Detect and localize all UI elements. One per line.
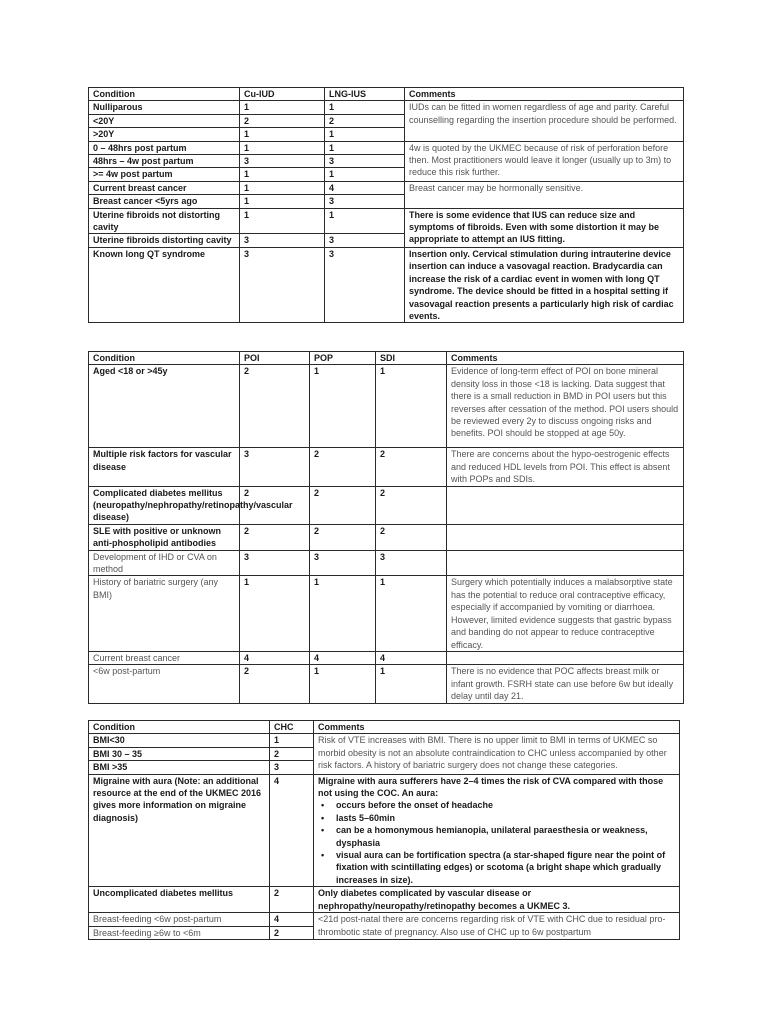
header-comments: Comments [314, 721, 680, 734]
comment-cell: <21d post-natal there are concerns regarding risk of VTE with CHC due to residual pro-thrombotic state of pregnancy. Also use of CHC up to 6w postpartum [314, 913, 680, 940]
score-cell: 4 [325, 181, 405, 194]
score-cell: 3 [325, 155, 405, 168]
list-item: • lasts 5–60min [336, 812, 675, 824]
table-row [89, 651, 684, 664]
score-cell: 1 [376, 365, 447, 448]
score-cell: 1 [240, 195, 325, 208]
progestogen-table [88, 351, 684, 704]
iud-table [88, 87, 684, 323]
table-row [89, 913, 680, 926]
condition-cell: BMI >35 [89, 761, 270, 774]
score-cell: 1 [376, 576, 447, 651]
table-row [89, 208, 684, 234]
table-header-row [89, 352, 684, 365]
score-cell: 1 [325, 101, 405, 114]
score-cell: 3 [376, 550, 447, 576]
condition-cell: Current breast cancer [89, 181, 240, 194]
score-cell: 3 [325, 234, 405, 247]
score-cell: 2 [240, 665, 310, 703]
score-cell: 3 [240, 448, 310, 486]
header-condition: Condition [89, 352, 240, 365]
condition-cell: BMI<30 [89, 734, 270, 747]
list-item: • visual aura can be fortification spectra (a star-shaped figure near the point of fixation with scintillating edges) or scotoma (a bright shape which gradually increases in size). [336, 849, 675, 886]
migraine-comment-intro: Migraine with aura sufferers have 2–4 times the risk of CVA compared with those not using the COC. An aura: [318, 775, 664, 799]
condition-cell: 48hrs – 4w post partum [89, 155, 240, 168]
score-cell: 1 [310, 576, 376, 651]
comment-cell: Breast cancer may be hormonally sensitive. [405, 181, 684, 208]
score-cell: 1 [240, 101, 325, 114]
comment-cell: Only diabetes complicated by vascular disease or nephropathy/neuropathy/retinopathy becomes a UKMEC 3. [314, 887, 680, 913]
list-item: • occurs before the onset of headache [336, 799, 675, 811]
score-cell: 1 [325, 208, 405, 234]
score-cell: 3 [310, 550, 376, 576]
score-cell: 3 [325, 195, 405, 208]
score-cell: 4 [376, 651, 447, 664]
header-comments: Comments [405, 88, 684, 101]
condition-cell: Uterine fibroids distorting cavity [89, 234, 240, 247]
comment-cell: Risk of VTE increases with BMI. There is no upper limit to BMI in terms of UKMEC so morbid obesity is not an absolute contraindication to CHC unless accompanied by other risk factors. A history of bariatric surgery does not change these categories. [314, 734, 680, 774]
score-cell: 4 [310, 651, 376, 664]
score-cell: 2 [240, 524, 310, 550]
table-row [89, 774, 680, 887]
table-row [89, 365, 684, 448]
score-cell: 2 [310, 448, 376, 486]
score-cell: 2 [240, 486, 310, 524]
aura-list [318, 799, 675, 886]
table-header-row [89, 88, 684, 101]
header-cu-iud: Cu-IUD [240, 88, 325, 101]
condition-cell: History of bariatric surgery (any BMI) [89, 576, 240, 651]
condition-cell: 0 – 48hrs post partum [89, 141, 240, 154]
score-cell: 1 [310, 665, 376, 703]
comment-cell: There is some evidence that IUS can reduce size and symptoms of fibroids. Even with some distortion it may be appropriate to attempt an IUS fitting. [405, 208, 684, 247]
comment-cell: Surgery which potentially induces a malabsorptive state has the potential to reduce oral contraceptive efficacy, especially if accompanied by vomiting or diarrhoea. However, limited evidence suggests that gastric bypass and banding do not appear to reduce contraceptive efficacy. [447, 576, 684, 651]
score-cell: 1 [240, 208, 325, 234]
score-cell: 1 [376, 665, 447, 703]
score-cell: 3 [325, 247, 405, 322]
comment-cell [447, 651, 684, 664]
table-row [89, 550, 684, 576]
table-row [89, 247, 684, 322]
table-header-row [89, 721, 680, 734]
score-cell: 2 [310, 524, 376, 550]
condition-cell: Aged <18 or >45y [89, 365, 240, 448]
score-cell: 1 [325, 128, 405, 141]
header-pop: POP [310, 352, 376, 365]
score-cell: 2 [270, 887, 314, 913]
score-cell: 1 [310, 365, 376, 448]
condition-cell: Known long QT syndrome [89, 247, 240, 322]
score-cell: 1 [240, 128, 325, 141]
condition-cell: Current breast cancer [89, 651, 240, 664]
condition-cell: Breast-feeding ≥6w to <6m [89, 926, 270, 939]
comment-cell [447, 550, 684, 576]
table-row [89, 181, 684, 194]
comment-cell: There are concerns about the hypo-oestrogenic effects and reduced HDL levels from POI. This effect is absent with POPs and SDIs. [447, 448, 684, 486]
comment-cell: IUDs can be fitted in women regardless of age and parity. Careful counselling regarding the insertion procedure should be performed. [405, 101, 684, 141]
table-row [89, 887, 680, 913]
score-cell: 2 [310, 486, 376, 524]
score-cell: 2 [240, 114, 325, 127]
chc-table [88, 720, 680, 940]
table-row [89, 665, 684, 703]
score-cell: 2 [376, 486, 447, 524]
condition-cell: Uterine fibroids not distorting cavity [89, 208, 240, 234]
comment-cell: Insertion only. Cervical stimulation during intrauterine device insertion can induce a vasovagal reaction. Bradycardia can increase the risk of a cardiac event in women with long QT syndrome. The device should be fitted in a hospital setting if vasovagal reaction presents a particularly high risk of cardiac events. [405, 247, 684, 322]
score-cell: 1 [325, 141, 405, 154]
score-cell: 2 [376, 448, 447, 486]
score-cell: 2 [240, 365, 310, 448]
table-row [89, 486, 684, 524]
comment-cell [314, 774, 680, 887]
comment-cell: 4w is quoted by the UKMEC because of risk of perforation before then. Most practitioners would leave it longer (usually up to 3m) to reduce this risk further. [405, 141, 684, 181]
table-row [89, 734, 680, 747]
comment-cell: There is no evidence that POC affects breast milk or infant growth. FSRH state can use before 6w but ideally delay until day 21. [447, 665, 684, 703]
score-cell: 1 [240, 141, 325, 154]
header-poi: POI [240, 352, 310, 365]
score-cell: 1 [240, 576, 310, 651]
condition-cell: Nulliparous [89, 101, 240, 114]
header-comments: Comments [447, 352, 684, 365]
score-cell: 4 [240, 651, 310, 664]
score-cell: 3 [270, 761, 314, 774]
header-chc: CHC [270, 721, 314, 734]
table-row [89, 448, 684, 486]
table-row [89, 101, 684, 114]
condition-cell: Breast-feeding <6w post-partum [89, 913, 270, 926]
condition-cell: >= 4w post partum [89, 168, 240, 181]
comment-cell [447, 524, 684, 550]
condition-cell: Multiple risk factors for vascular disease [89, 448, 240, 486]
comment-cell [447, 486, 684, 524]
score-cell: 3 [240, 247, 325, 322]
header-lng-ius: LNG-IUS [325, 88, 405, 101]
condition-cell: <20Y [89, 114, 240, 127]
score-cell: 4 [270, 913, 314, 926]
score-cell: 1 [270, 734, 314, 747]
condition-cell: Development of IHD or CVA on method [89, 550, 240, 576]
condition-cell: >20Y [89, 128, 240, 141]
score-cell: 3 [240, 550, 310, 576]
comment-cell: Evidence of long-term effect of POI on bone mineral density loss in those <18 is lacking. Data suggest that there is a small reduction in BMD in POI users but this reverses after cessation of the method. POI users should be reviewed every 2y to discuss ongoing risks and benefits. POI should be stopped at age 50y. [447, 365, 684, 448]
list-item: • can be a homonymous hemianopia, unilateral paraesthesia or weakness, dysphasia [336, 824, 675, 849]
score-cell: 4 [270, 774, 314, 887]
score-cell: 2 [270, 926, 314, 939]
condition-cell: <6w post-partum [89, 665, 240, 703]
condition-cell: SLE with positive or unknown anti-phospholipid antibodies [89, 524, 240, 550]
score-cell: 2 [270, 747, 314, 760]
score-cell: 1 [240, 168, 325, 181]
condition-cell: Uncomplicated diabetes mellitus [89, 887, 270, 913]
condition-cell: Complicated diabetes mellitus (neuropathy/nephropathy/retinopathy/vascular disease) [89, 486, 240, 524]
header-sdi: SDI [376, 352, 447, 365]
table-row [89, 141, 684, 154]
score-cell: 1 [240, 181, 325, 194]
score-cell: 3 [240, 155, 325, 168]
header-condition: Condition [89, 88, 240, 101]
header-condition: Condition [89, 721, 270, 734]
score-cell: 3 [240, 234, 325, 247]
table-row [89, 524, 684, 550]
score-cell: 1 [325, 168, 405, 181]
score-cell: 2 [376, 524, 447, 550]
condition-cell: BMI 30 – 35 [89, 747, 270, 760]
condition-cell: Migraine with aura (Note: an additional resource at the end of the UKMEC 2016 gives more information on migraine diagnosis) [89, 774, 270, 887]
score-cell: 2 [325, 114, 405, 127]
table-row [89, 576, 684, 651]
condition-cell: Breast cancer <5yrs ago [89, 195, 240, 208]
